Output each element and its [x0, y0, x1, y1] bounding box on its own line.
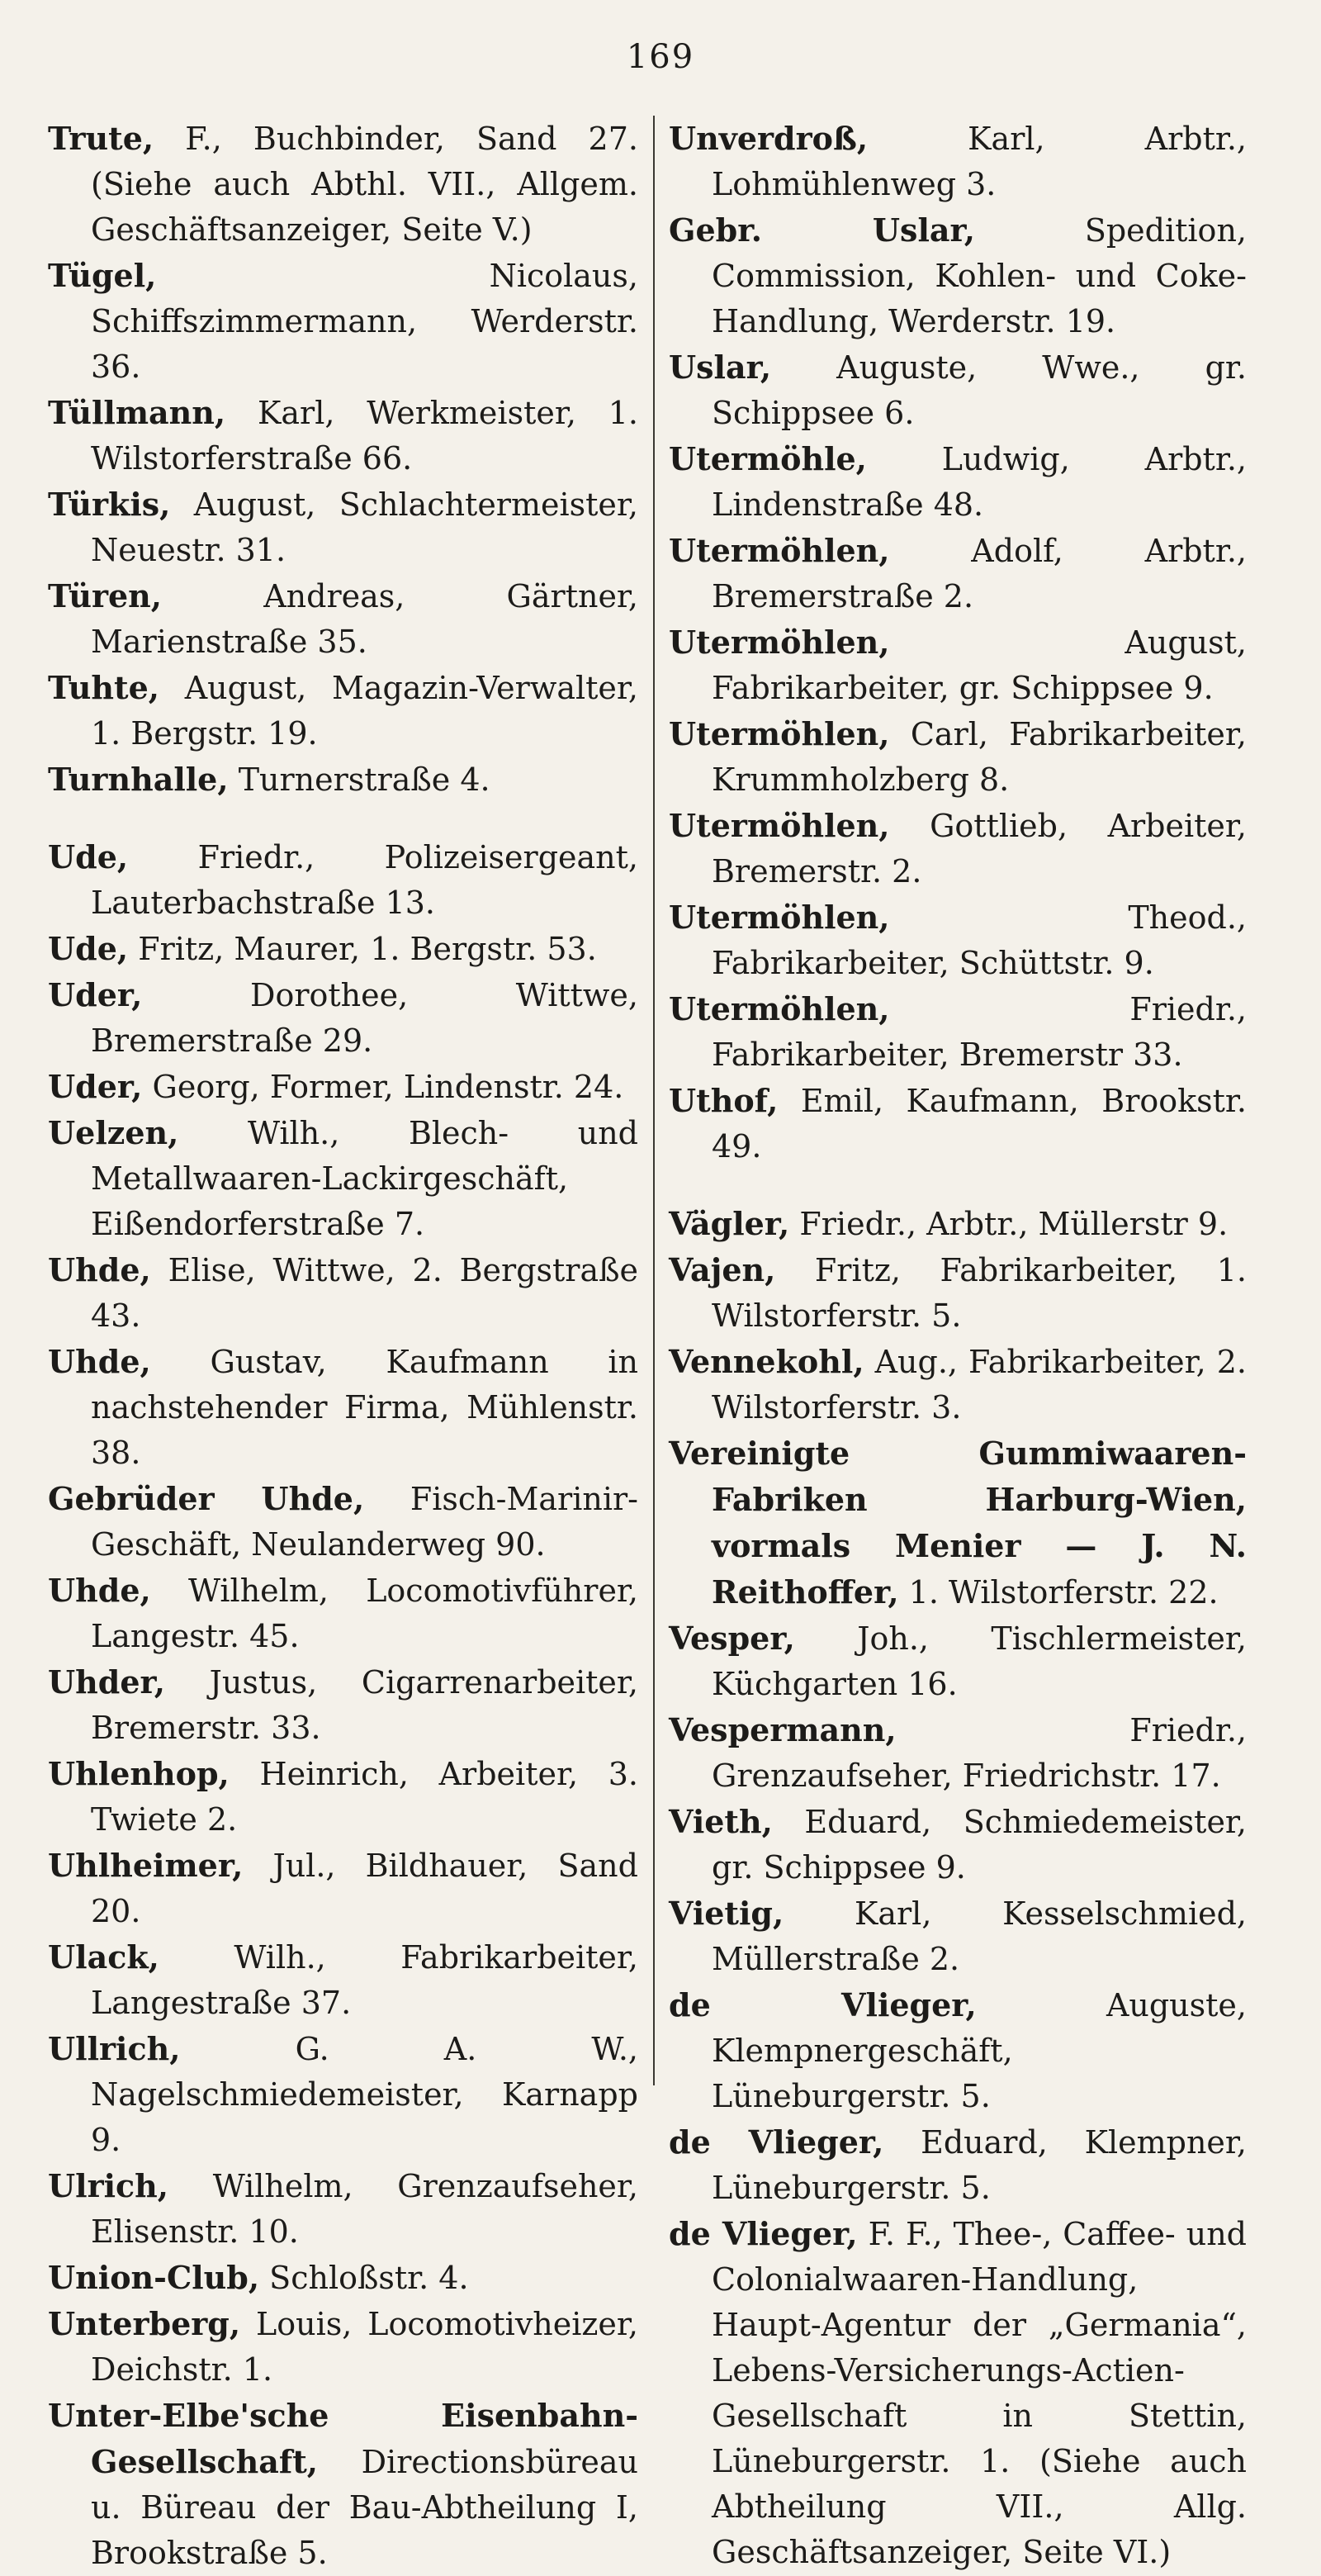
directory-entry — [669, 894, 1247, 986]
directory-entry — [669, 2119, 1247, 2211]
directory-entry — [669, 1799, 1247, 1890]
directory-entry — [48, 1659, 638, 1751]
directory-entry — [669, 436, 1247, 528]
directory-entry — [669, 986, 1247, 1078]
entry-details: Karl, Kesselschmied, Müllerstraße 2. — [712, 1895, 1247, 1977]
page-number: 169 — [626, 38, 695, 76]
entry-details: Gottlieb, Arbeiter, Bremerstr. 2. — [712, 808, 1247, 890]
directory-entry — [48, 1110, 638, 1247]
entry-details: G. A. W., Nagelschmiedemeister, Karnapp 9. — [91, 2031, 638, 2158]
entry-name: Utermöhlen, — [669, 899, 890, 936]
entry-details: Friedr., Arbtr., Müllerstr 9. — [799, 1206, 1229, 1242]
entry-details: Turnerstraße 4. — [238, 761, 490, 798]
entry-name: Utermöhlen, — [669, 990, 890, 1027]
directory-entry — [669, 344, 1247, 436]
directory-entry — [669, 1430, 1247, 1615]
entry-name: Türen, — [48, 577, 163, 614]
directory-entry — [669, 528, 1247, 619]
entry-details: Friedr., Fabrikarbeiter, Bremerstr 33. — [712, 991, 1247, 1073]
entry-details: Nicolaus, Schiffszimmermann, Werderstr. 36. — [91, 258, 638, 385]
entry-name: Uelzen, — [48, 1114, 179, 1151]
entry-details: August, Magazin-Verwalter, 1. Bergstr. 19. — [91, 670, 638, 752]
entry-name: Gebrüder Uhde, — [48, 1480, 365, 1517]
entry-details: Wilh., Fabrikarbeiter, Langestraße 37. — [91, 1939, 638, 2021]
entry-details: August, Schlachtermeister, Neuestr. 31. — [91, 486, 638, 568]
entry-name: Turnhalle, — [48, 761, 229, 798]
entry-details: Carl, Fabrikarbeiter, Krummholzberg 8. — [712, 716, 1247, 798]
entry-details: Theod., Fabrikarbeiter, Schüttstr. 9. — [712, 899, 1247, 981]
entry-details: Louis, Locomotivheizer, Deichstr. 1. — [91, 2306, 638, 2388]
entry-name: Utermöhlen, — [669, 715, 890, 752]
entry-details: Fritz, Maurer, 1. Bergstr. 53. — [138, 931, 597, 967]
directory-entry — [48, 1568, 638, 1659]
entry-details: F., Buchbinder, Sand 27. (Siehe auch Abthl. VII., Allgem. Geschäftsanzeiger, Seite V.) — [91, 121, 638, 248]
entry-details: Andreas, Gärtner, Marienstraße 35. — [91, 578, 638, 660]
entry-name: Vieth, — [669, 1803, 773, 1840]
directory-entry — [48, 253, 638, 390]
entry-name: Uhlheimer, — [48, 1847, 244, 1884]
entry-details: Spedition, Commission, Kohlen- und Coke-Handlung, Werderstr. 19. — [712, 212, 1247, 339]
entry-details: Eduard, Schmiedemeister, gr. Schippsee 9. — [712, 1804, 1247, 1886]
entry-details: Eduard, Klempner, Lüneburgerstr. 5. — [712, 2124, 1247, 2206]
entry-details: Heinrich, Arbeiter, 3. Twiete 2. — [91, 1756, 638, 1838]
directory-entry — [48, 2301, 638, 2393]
entry-name: Unter-Elbe'sche Eisenbahn-Gesellschaft, — [48, 2397, 638, 2480]
directory-entry — [669, 1982, 1247, 2119]
entry-name: Tügel, — [48, 257, 157, 294]
directory-entry — [48, 2255, 638, 2301]
entry-name: Uhlenhop, — [48, 1755, 230, 1792]
directory-entry — [669, 1890, 1247, 1982]
directory-entry — [48, 1843, 638, 1934]
entry-details: Schloßstr. 4. — [269, 2260, 469, 2296]
entry-details: Ludwig, Arbtr., Lindenstraße 48. — [712, 441, 1247, 523]
entry-details: Adolf, Arbtr., Bremerstraße 2. — [712, 533, 1247, 614]
directory-entry — [48, 972, 638, 1064]
entry-name: Türkis, — [48, 486, 171, 523]
entry-details: Elise, Wittwe, 2. Bergstraße 43. — [91, 1252, 638, 1334]
entry-name: Uder, — [48, 976, 143, 1013]
entry-details: Jul., Bildhauer, Sand 20. — [91, 1848, 638, 1929]
entry-name: Uthof, — [669, 1082, 779, 1119]
entry-name: Uhder, — [48, 1663, 165, 1701]
entry-details: Dorothee, Wittwe, Bremerstraße 29. — [91, 977, 638, 1059]
directory-entry — [48, 482, 638, 573]
entry-name: Tuhte, — [48, 669, 160, 706]
entry-details: Fritz, Fabrikarbeiter, 1. Wilstorferstr. 5. — [712, 1252, 1247, 1334]
directory-entry — [669, 711, 1247, 803]
entry-name: Ulack, — [48, 1938, 159, 1976]
entry-name: Ude, — [48, 930, 129, 967]
directory-entry — [48, 926, 638, 972]
entry-name: Vennekohl, — [669, 1343, 864, 1380]
entry-details: Wilh., Blech- und Metallwaaren-Lackirgeschäft, Eißendorferstraße 7. — [91, 1115, 638, 1242]
entry-details: Fisch-Marinir-Geschäft, Neulanderweg 90. — [91, 1481, 638, 1563]
entry-details: Aug., Fabrikarbeiter, 2. Wilstorferstr. 3. — [712, 1344, 1247, 1426]
entry-details: August, Fabrikarbeiter, gr. Schippsee 9. — [712, 624, 1247, 706]
directory-entry — [669, 2211, 1247, 2575]
directory-entry — [48, 1751, 638, 1843]
entry-name: de Vlieger, — [669, 1986, 977, 2023]
entry-details: Auguste, Klempnergeschäft, Lüneburgerstr. 5. — [712, 1987, 1247, 2114]
entry-details: Emil, Kaufmann, Brookstr. 49. — [712, 1083, 1247, 1165]
directory-entry — [48, 1247, 638, 1339]
entry-name: Uder, — [48, 1068, 143, 1105]
entry-name: Vereinigte Gummiwaaren-Fabriken Harburg-Wien, vormals Menier — J. N. Reithoffer, — [669, 1435, 1247, 1611]
entry-name: Ude, — [48, 838, 129, 875]
directory-entry — [48, 2393, 638, 2576]
entry-name: Utermöhlen, — [669, 807, 890, 844]
entry-name: Vägler, — [669, 1205, 790, 1242]
column-divider — [653, 116, 655, 2085]
entry-name: Uhde, — [48, 1251, 151, 1288]
directory-entry — [669, 1201, 1247, 1247]
directory-entry — [48, 2026, 638, 2163]
directory-entry — [48, 757, 638, 803]
entry-details: Karl, Werkmeister, 1. Wilstorferstraße 66. — [91, 395, 638, 477]
entry-name: Uslar, — [669, 349, 772, 386]
entry-details: Auguste, Wwe., gr. Schippsee 6. — [712, 349, 1247, 431]
entry-details: 1. Wilstorferstr. 22. — [908, 1574, 1219, 1611]
directory-entry — [669, 1707, 1247, 1799]
directory-entry — [48, 573, 638, 665]
entry-details: Karl, Arbtr., Lohmühlenweg 3. — [712, 121, 1247, 202]
directory-entry — [48, 1064, 638, 1110]
directory-entry — [48, 665, 638, 757]
entry-details: Justus, Cigarrenarbeiter, Bremerstr. 33. — [91, 1664, 638, 1746]
entry-details: Directionsbüreau u. Büreau der Bau-Abtheilung I, Brookstraße 5. — [91, 2444, 638, 2571]
entry-details: Joh., Tischlermeister, Küchgarten 16. — [712, 1620, 1247, 1702]
entry-name: Gebr. Uslar, — [669, 211, 975, 249]
entry-name: Union-Club, — [48, 2259, 260, 2296]
directory-entry — [669, 1615, 1247, 1707]
entry-name: Uhde, — [48, 1343, 151, 1380]
entry-details: Friedr., Grenzaufseher, Friedrichstr. 17. — [712, 1712, 1247, 1794]
directory-entry — [48, 390, 638, 482]
entry-name: Unverdroß, — [669, 120, 869, 157]
entry-details: Georg, Former, Lindenstr. 24. — [152, 1069, 624, 1105]
entry-name: Ulrich, — [48, 2167, 169, 2204]
directory-entry — [669, 1247, 1247, 1339]
entry-name: de Vlieger, — [669, 2215, 858, 2252]
entry-details: F. F., Thee-, Caffee- und Colonialwaaren-Handlung, Haupt-Agentur der „Germania“, Lebens-Versicherungs-Actien-Gesellschaft in Stettin, Lüneburgerstr. 1. (Siehe auch Abtheilung VII., Allg. Geschäftsanzeiger, Seite VI.) — [712, 2216, 1247, 2570]
entry-details: Wilhelm, Grenzaufseher, Elisenstr. 10. — [91, 2168, 638, 2250]
entry-name: Utermöhle, — [669, 440, 867, 477]
directory-entry — [48, 1476, 638, 1568]
right-column — [669, 116, 1247, 2575]
entry-name: Unterberg, — [48, 2305, 241, 2342]
entry-name: de Vlieger, — [669, 2123, 884, 2161]
entry-details: Friedr., Polizeisergeant, Lauterbachstraße 13. — [91, 839, 638, 921]
directory-entry — [669, 207, 1247, 344]
entry-name: Vespermann, — [669, 1711, 897, 1748]
directory-entry — [48, 116, 638, 253]
directory-entry — [669, 1078, 1247, 1169]
directory-entry — [48, 1934, 638, 2026]
directory-entry — [669, 116, 1247, 207]
left-column — [48, 116, 638, 2576]
directory-entry — [669, 619, 1247, 711]
directory-entry — [669, 1339, 1247, 1430]
directory-entry — [669, 803, 1247, 894]
entry-name: Trute, — [48, 120, 154, 157]
entry-name: Uhde, — [48, 1572, 151, 1609]
entry-details: Wilhelm, Locomotivführer, Langestr. 45. — [91, 1573, 638, 1654]
entry-name: Vajen, — [669, 1251, 776, 1288]
entry-name: Tüllmann, — [48, 394, 226, 431]
entry-name: Vesper, — [669, 1620, 795, 1657]
entry-name: Ullrich, — [48, 2030, 181, 2067]
directory-entry — [48, 1339, 638, 1476]
entry-name: Utermöhlen, — [669, 532, 890, 569]
entry-details: Gustav, Kaufmann in nachstehender Firma, Mühlenstr. 38. — [91, 1344, 638, 1471]
directory-entry — [48, 834, 638, 926]
directory-entry — [48, 2163, 638, 2255]
entry-name: Utermöhlen, — [669, 624, 890, 661]
entry-name: Vietig, — [669, 1895, 784, 1932]
